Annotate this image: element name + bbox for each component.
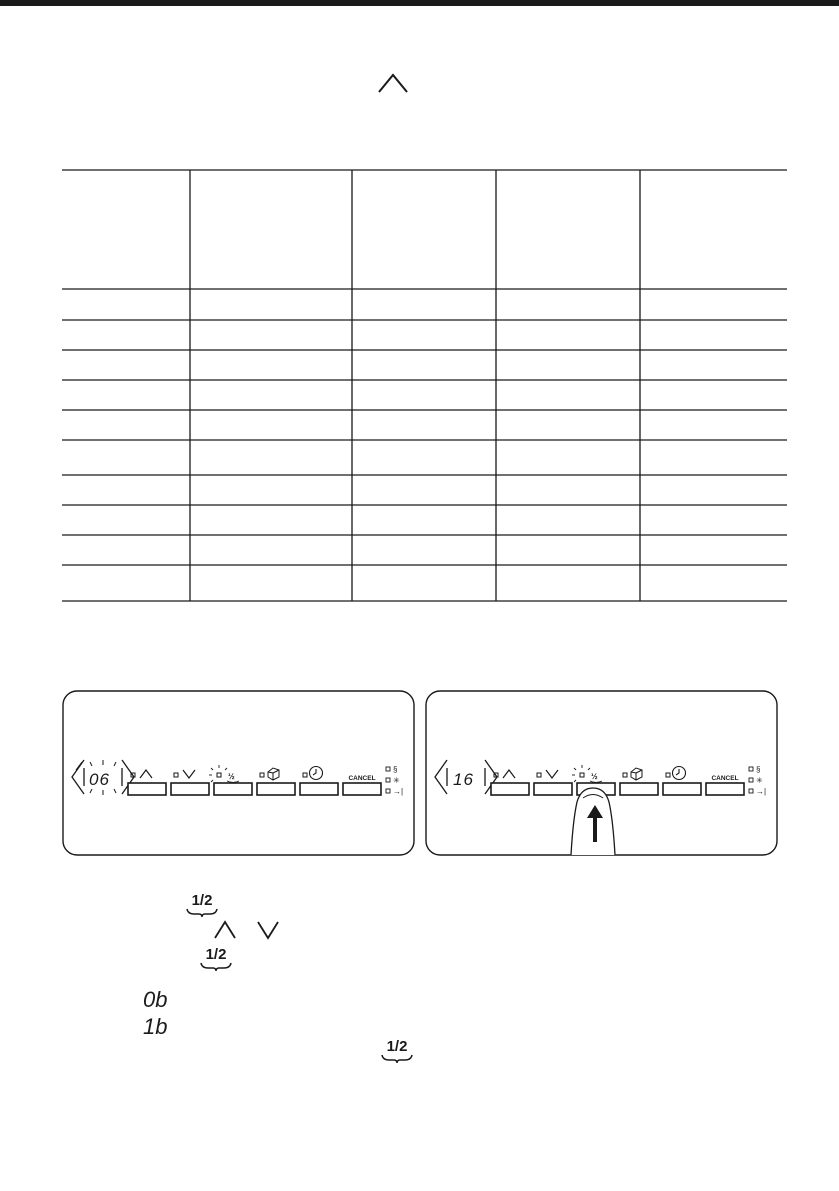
control-panel-right xyxy=(425,690,779,857)
display-digits: 06 xyxy=(89,770,110,789)
svg-text:1/2: 1/2 xyxy=(386,1038,408,1055)
end-icon: →| xyxy=(393,787,404,796)
half-load-label-1 xyxy=(185,890,219,916)
rinse-aid-icon: § xyxy=(393,765,398,774)
svg-text:1/2: 1/2 xyxy=(205,946,227,963)
svg-text:0b: 0b xyxy=(143,987,168,1012)
half-load-icon: ½ xyxy=(591,772,598,781)
salt-icon: ✳ xyxy=(393,776,400,785)
display-off-code xyxy=(140,983,190,1013)
down-chevron-icon xyxy=(256,919,282,941)
cancel-label: CANCEL xyxy=(348,775,376,782)
svg-text:1b: 1b xyxy=(143,1014,168,1039)
rinse-aid-icon: § xyxy=(756,765,761,774)
half-load-label-3 xyxy=(380,1036,414,1064)
cancel-label: CANCEL xyxy=(711,775,739,782)
display-on-code xyxy=(140,1010,190,1040)
end-icon: →| xyxy=(756,787,767,796)
up-chevron-icon xyxy=(213,919,239,941)
svg-text:1/2: 1/2 xyxy=(191,892,213,909)
button-cancel[interactable] xyxy=(706,775,744,795)
display-digits: 16 xyxy=(453,770,474,789)
half-load-label-2 xyxy=(199,944,233,970)
control-panel-left xyxy=(62,690,416,857)
button-cancel[interactable] xyxy=(343,775,381,795)
half-load-icon: ½ xyxy=(228,772,235,781)
salt-icon: ✳ xyxy=(756,776,763,785)
